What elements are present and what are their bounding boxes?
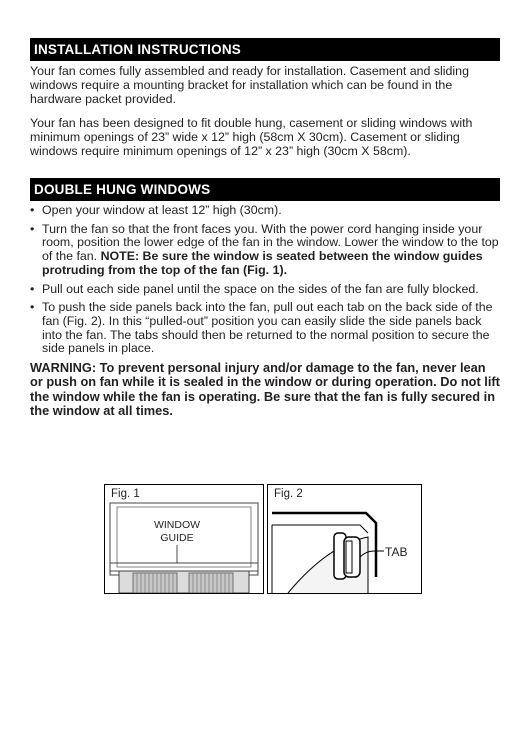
installation-heading: INSTALLATION INSTRUCTIONS (30, 38, 500, 61)
instruction-list (30, 204, 500, 356)
tab-callout: TAB (385, 545, 408, 559)
list-item (30, 283, 500, 297)
bullet-4-text: To push the side panels back into the fan, pull out each tab on the back side of the fan (Fig. 2). In this “pulled-out” position you can easily slide the side panels back into the fan. The tabs should then be returned to the normal position to secure the side panels in place. (42, 300, 493, 356)
figure-1 (104, 484, 264, 594)
list-item (30, 204, 500, 218)
window-guide-line-1: WINDOW (153, 519, 201, 531)
figure-2-label: Fig. 2 (274, 488, 303, 500)
side-tab-illustration (268, 485, 421, 593)
bullet-2-text: Turn the fan so that the front faces you. With the power cord hanging inside your room, position the lower edge of the fan in the window. Lower the window to the top of the fan. (42, 221, 499, 264)
bullet-1-text: Open your window at least 12” high (30cm). (42, 203, 282, 217)
installation-paragraph-2: Your fan has been designed to fit double hung, casement or sliding windows with minimum openings of 23” wide x 12” high (58cm X 30cm). Casement or sliding windows require minimum openings of 12” x 23” high (30cm X 58cm). (30, 116, 473, 158)
installation-paragraph-1: Your fan comes fully assembled and ready for installation. Casement and sliding windows require a mounting bracket for installation which can be found in the hardware packet provided. (30, 64, 469, 106)
bullet-2-note: NOTE: Be sure the window is seated between the window guides protruding from the top of the fan (Fig. 1). (42, 249, 483, 277)
double-hung-heading: DOUBLE HUNG WINDOWS (30, 178, 500, 201)
figure-2 (267, 484, 422, 594)
window-guide-line-2: GUIDE (160, 531, 194, 544)
list-item (30, 223, 500, 278)
warning-text: WARNING: To prevent personal injury and/or damage to the fan, never lean or push on fan while it is sealed in the window or during operation. Do not lift the window while the fan is operating. Be sure that the fan is fully secured in the window at all times. (30, 360, 500, 418)
manual-page (30, 38, 500, 418)
list-item (30, 301, 500, 356)
figure-1-label: Fig. 1 (111, 488, 140, 500)
bullet-3-text: Pull out each side panel until the space on the sides of the fan are fully blocked. (42, 281, 479, 296)
window-guide-callout (141, 519, 213, 544)
